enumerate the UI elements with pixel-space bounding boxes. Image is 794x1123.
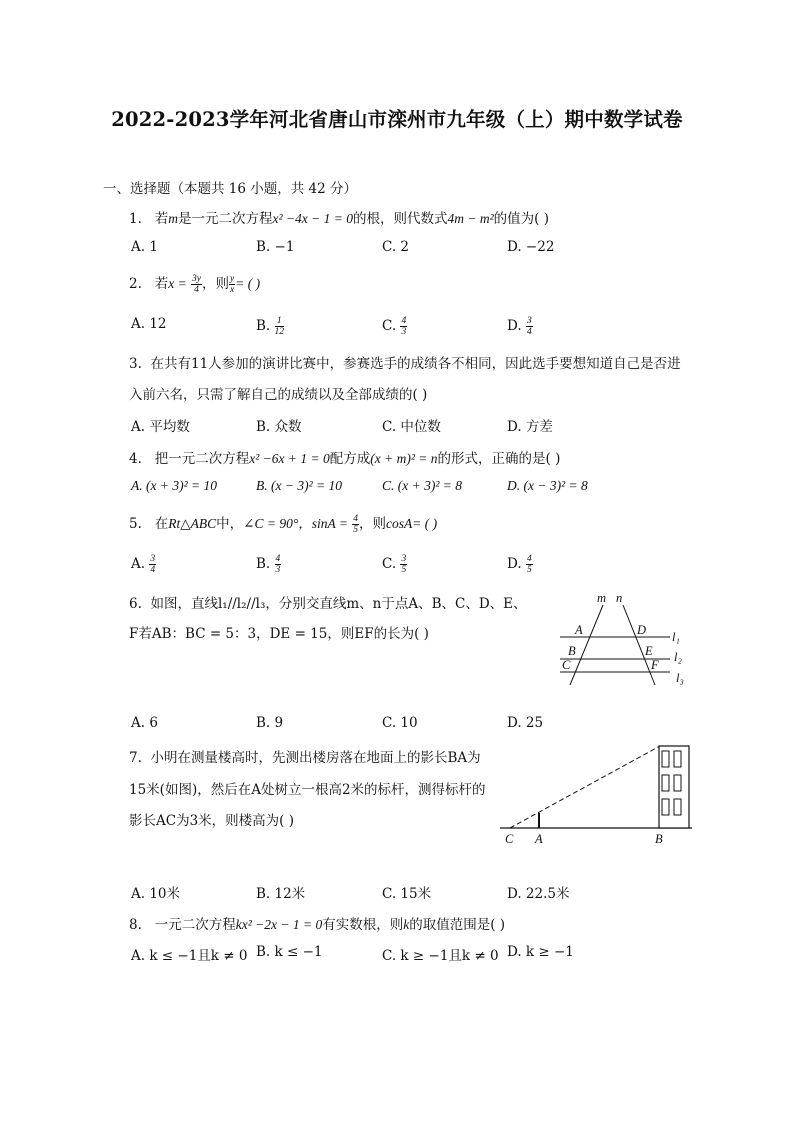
question-number: 4. <box>129 451 142 467</box>
question-number: 1. <box>129 211 142 227</box>
label-l2: l₂ <box>674 650 682 664</box>
option-c[interactable]: C. $\frac{3}{5}$ <box>382 554 407 575</box>
question-4: 4. 把一元二次方程x² −6x + 1 = 0配方成(x + m)² = n的形式，正确的是( ) <box>129 451 561 467</box>
option-b[interactable]: B. −1 <box>256 239 295 255</box>
option-b[interactable]: B. 12米 <box>256 886 306 902</box>
label-B: B <box>568 644 576 658</box>
question-number: 8. <box>129 917 142 933</box>
option-d[interactable]: D. 22.5米 <box>507 886 570 902</box>
question-7-line-2: 15米(如图)，然后在A处树立一根高2米的标杆，测得标杆的 <box>129 782 486 798</box>
option-a[interactable]: A. 6 <box>131 715 158 731</box>
label-A: A <box>535 832 543 846</box>
question-number: 3. <box>129 356 142 372</box>
question-7: 7. 小明在测量楼高时，先测出楼房落在地面上的影长BA为 <box>129 750 481 766</box>
option-b[interactable]: B. 众数 <box>256 419 302 435</box>
shadow-line <box>510 746 660 828</box>
section-heading: 一、选择题（本题共 16 小题，共 42 分） <box>103 181 358 197</box>
label-F: F <box>651 658 659 672</box>
question-3: 3. 在共有11人参加的演讲比赛中，参赛选手的成绩各不相同，因此选手要想知道自己是否进 <box>129 356 681 372</box>
option-c[interactable]: C. 中位数 <box>382 419 441 435</box>
label-C: C <box>505 832 514 846</box>
building-shadow-figure <box>500 742 694 848</box>
option-d[interactable]: D. $\frac{4}{5}$ <box>507 554 532 575</box>
option-d[interactable]: D. (x − 3)² = 8 <box>507 478 588 493</box>
label-C: C <box>562 658 571 672</box>
question-2: 2. 若x = $\frac{3y}{4}$ ，则 $\frac{y}{x}$ = ( ) <box>129 274 261 295</box>
option-b[interactable]: B. $\frac{1}{12}$ <box>256 316 285 337</box>
option-b[interactable]: B. 9 <box>256 715 284 731</box>
question-6: 6. 如图，直线l₁//l₂//l₃，分别交直线m、n于点A、B、C、D、E、 <box>129 596 527 612</box>
option-c[interactable]: C. $\frac{4}{3}$ <box>382 316 407 337</box>
option-a[interactable]: A. 12 <box>131 316 167 332</box>
label-E: E <box>645 644 653 658</box>
label-D: D <box>637 623 647 637</box>
option-c[interactable]: C. k ≥ −1且k ≠ 0 <box>382 948 499 964</box>
option-c[interactable]: C. 10 <box>382 715 418 731</box>
fraction: $\frac{4}{5}$ <box>353 514 359 535</box>
label-m: m <box>597 591 607 605</box>
option-d[interactable]: D. −22 <box>507 239 555 255</box>
option-d[interactable]: D. 方差 <box>507 419 553 435</box>
option-a[interactable]: A. k ≤ −1且k ≠ 0 <box>131 948 248 964</box>
option-c[interactable]: C. 15米 <box>382 886 432 902</box>
question-number: 5. <box>129 516 142 532</box>
label-l1: l₁ <box>672 630 680 644</box>
question-1: 1. 若m是一元二次方程x² −4x − 1 = 0的根，则代数式4m − m²的值为( ) <box>129 211 549 227</box>
fraction: $\frac{3y}{4}$ <box>192 274 202 295</box>
fraction: $\frac{y}{x}$ <box>230 274 235 295</box>
label-n: n <box>616 591 623 605</box>
parallel-lines-figure <box>555 590 695 690</box>
option-a[interactable]: A. $\frac{3}{4}$ <box>131 554 156 575</box>
option-a[interactable]: A. 平均数 <box>131 419 190 435</box>
option-c[interactable]: C. 2 <box>382 239 410 255</box>
question-6-line-2: F若AB：BC = 5：3，DE = 15，则EF的长为( ) <box>129 626 429 642</box>
option-b[interactable]: B. (x − 3)² = 10 <box>256 478 342 493</box>
option-b[interactable]: B. $\frac{4}{3}$ <box>256 554 281 575</box>
question-3-line-2: 入前六名，只需了解自己的成绩以及全部成绩的( ) <box>129 387 428 403</box>
page-title: 2022-2023学年河北省唐山市滦州市九年级（上）期中数学试卷 <box>111 108 683 131</box>
question-7-line-3: 影长AC为3米，则楼高为( ) <box>129 813 294 829</box>
option-a[interactable]: A. 1 <box>131 239 158 255</box>
option-d[interactable]: D. 25 <box>507 715 544 731</box>
label-A: A <box>575 623 583 637</box>
question-5: 5. 在Rt△ABC中，∠C = 90°，sinA = $\frac{4}{5}$ ，则cosA= ( ) <box>129 514 438 535</box>
label-l3: l₃ <box>676 671 684 685</box>
option-a[interactable]: A. 10米 <box>131 886 181 902</box>
option-d[interactable]: D. k ≥ −1 <box>507 944 574 960</box>
question-number: 6. <box>129 596 142 612</box>
option-a[interactable]: A. (x + 3)² = 10 <box>131 478 217 493</box>
option-d[interactable]: D. $\frac{3}{4}$ <box>507 316 532 337</box>
label-B: B <box>655 832 663 846</box>
question-number: 7. <box>129 750 142 766</box>
question-8: 8. 一元二次方程kx² −2x − 1 = 0有实数根，则k的取值范围是( ) <box>129 917 506 933</box>
question-number: 2. <box>129 276 142 292</box>
option-c[interactable]: C. (x + 3)² = 8 <box>382 478 463 493</box>
option-b[interactable]: B. k ≤ −1 <box>256 944 323 960</box>
